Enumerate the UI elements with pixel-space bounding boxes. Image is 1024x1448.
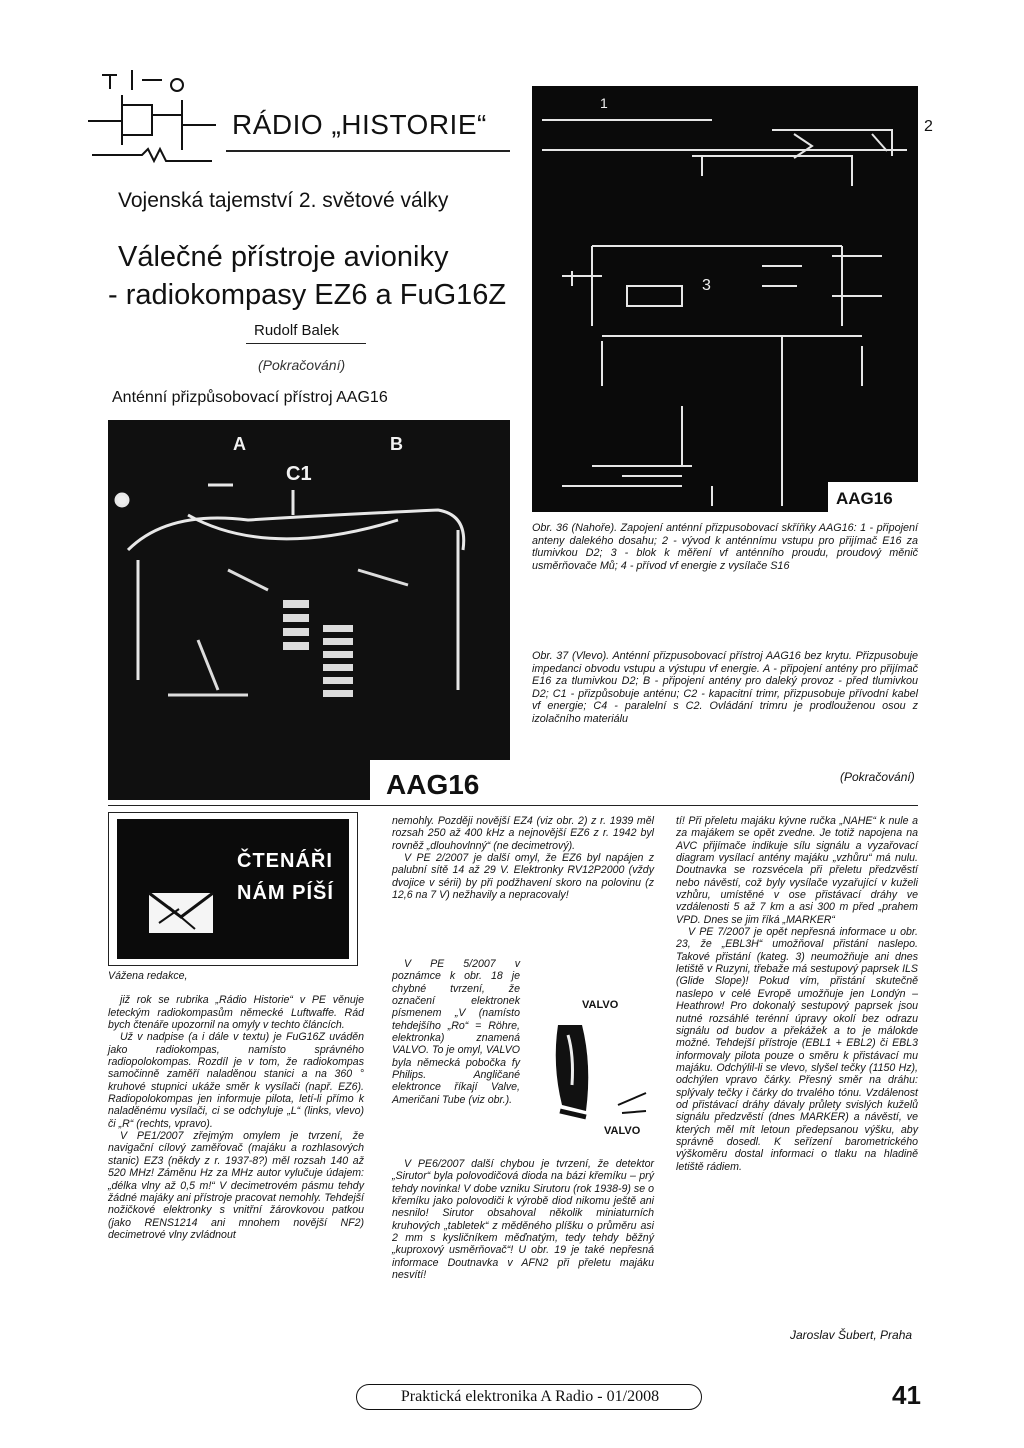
letters-logo-line1: ČTENÁŘI <box>237 850 333 872</box>
page-number: 41 <box>892 1380 921 1410</box>
article-title-line2: - radiokompasy EZ6 a FuG16Z <box>108 279 507 311</box>
photo-label-aag16: AAG16 <box>386 769 480 800</box>
schematic-label-1: 1 <box>600 95 608 111</box>
letter-paragraph: V PE 2/2007 je další omyl, že EZ6 byl napájen z palubní sítě 14 až 29 V. Elektronky RV12P2000 (vždy dvojice v sérii) by při podžhavení skoro na polovinu (z 12,6 na 7 V) nežhavily a nepracovaly! <box>392 852 654 902</box>
photo-label-b: B <box>390 434 403 454</box>
letter-paragraph: V PE 7/2007 je opět nepřesná informace u obr. 23, že „EBL3H“ umožňoval přistání naslepo. Takové přistání (kateg. 3) neumožňuje ani dnes letiště v Ruzyni, třebaže má sestupový paprsek ILS (Glide Slope)! Pokud vím, přistání skutečně naslepo v celé Evropě umožňuje jen Londýn – Heathrow! Pro dokonalý sestupový paprsek jsou nutné rozsáhlé terénní úpravy okolí bez odrazu signálu od budov a překážek a to je málokde možné. Tehdejší přístroje (EBL1 + EBL2) či EBL3 informovaly pilota pouze o směru k přistávací mu majáku. Odchýlil-li se vlevo, slyšel tečky (1150 Hz), odchýlen vpravo čárky. Přesný směr na dráhu: splývaly tečky i čárky do trvalého tónu. Vzdálenost od přistávací dráhy dávaly průlety svislých kuželů signálu předzvěstí (dnes MARKER) a návěstí, ve kterých měl mít letoun předepsanou výšku, aby správně dosedl. K seřízení barometrického výškoměru dostal informaci o tlaku na hladině letiště rádiem. <box>676 926 918 1173</box>
author: Rudolf Balek <box>254 322 340 339</box>
letter-column-2-wrap <box>392 958 520 1106</box>
letter-paragraph: tí! Při přeletu majáku kývne ručka „NAHE“ k nule a za majákem se opět zvedne. Je totiž napojena na AVC přijímače indikuje sílu signálu a vyzařovací diagram vysílací antény majáku „vzhůru“ má nulu. Doutnavka se rozsvécela při přeletu předzvěstí nebo návěstí, což byly vysílače vyzařující v kuželi vzhůru, umístěné v ose přistávací dráhy ve vzdálenosti 5 až 7 km a asi 300 m před „prahem VPD. Dnes se jim říká „MARKER“ <box>676 815 918 926</box>
letters-logo-box <box>108 812 358 966</box>
letter-column-1 <box>108 970 364 1241</box>
letter-column-2-bottom <box>392 1158 654 1281</box>
letter-paragraph: V PE6/2007 další chybou je tvrzení, že detektor „Sirutor“ byla polovodičová dioda na bázi křemíku – prý tehdy novinka! V dobe vzniku Sirutoru (rok 1938-9) se o křemíku jako polovodiči k výrobě diod nikomu ještě ani nesnilo! Sirutor obsahoval několik miniaturních kruhových „tabletek“ z měděného plíšku o průměru asi 2 mm s kysličníkem měďnatým, tedy tehdy běžný „kuproxový usměrňovač“! U obr. 19 je také nepřesná informace Doutnavka v AFN2 při přeletu majáku nesvítí! <box>392 1158 654 1282</box>
caption-continued: (Pokračování) <box>840 770 915 784</box>
valve-label-bottom: VALVO <box>604 1125 641 1137</box>
letter-salutation: Vážena redakce, <box>108 970 188 982</box>
article-title-line1: Válečné přístroje avioniky <box>118 241 449 273</box>
letter-signature: Jaroslav Šubert, Praha <box>790 1328 913 1342</box>
schematic-label-3: 3 <box>702 277 711 294</box>
photo-label-a: A <box>233 434 246 454</box>
letter-column-2-top <box>392 815 654 901</box>
caption-fig37: Obr. 37 (Vlevo). Anténní přizpusobovací přístroj AAG16 bez krytu. Přizpusobuje impedanci obvodu vstupu a výstupu vf energie. A - připojení antény pro přijímač E16 za tlumivkou D2; B - připojení antény pro daleký provoz - před tlumivkou D2; C1 - přizpůsobuje anténu; C2 - kapacitní trimr, přizpusobuje přívodní kabel vf energie; C4 - paralelní s C2. Ovládání trimru je prodlouženou osou z izolačního materiálu <box>532 650 918 725</box>
valve-photo <box>528 985 656 1145</box>
continued-label: (Pokračování) <box>258 357 346 373</box>
valve-label-top: VALVO <box>582 999 619 1011</box>
letter-column-3 <box>676 815 918 1173</box>
author-rule <box>246 343 366 344</box>
letter-paragraph: V PE1/2007 zřejmým omylem je tvrzení, že navigační cílový zaměřovač (majáku a rozhlasových stanic) EZ3 (někdy z r. 1937-8?) měl rozsah 140 až 520 MHz! Záměnu Hz za MHz autor vylučuje údajem: „délka vlny až 0,5 m!“ V decimetrovém pásmu tehdy žádné majáky ani přístroje pracovat nemohly. Tehdejší nožičkové elektronky s vnitřní žárovkovou patkou (jako RENS1214 ani mnohem novější NF2) decimetrové vlny zvládnout <box>108 1130 364 1241</box>
photo-label-c1: C1 <box>286 463 312 485</box>
header-rule <box>226 150 510 152</box>
kicker: Vojenská tajemství 2. světové války <box>118 189 449 212</box>
schematic-aag16 <box>532 86 918 512</box>
section-rule <box>108 805 918 806</box>
footer-journal: Praktická elektronika A Radio - 01/2008 <box>400 1388 660 1405</box>
schematic-label-2: 2 <box>924 118 933 135</box>
letter-paragraph: nemohly. Později novější EZ4 (viz obr. 2) z r. 1939 měl rozsah 250 až 400 kHz a nejnovější EZ6 z r. 1942 byl rovněž „dlouhovlnný“ (ne decimetrový). <box>392 815 654 852</box>
subheading: Anténní přizpůsobovací přístroj AAG16 <box>112 389 388 406</box>
caption-fig36: Obr. 36 (Nahoře). Zapojení anténní přizpusobovací skříňky AAG16: 1 - připojení anteny dalekého dosahu; 2 - vývod k anténnímu vstupu pro přijímač E16 za tlumivkou D2; 3 - blok k měření vf anténního proudu, proudový měnič usměrňovače Mů; 4 - přívod vf energie z vysílače S16 <box>532 522 918 572</box>
letter-paragraph: V PE 5/2007 v poznámce k obr. 18 je chybné tvrzení, že označení elektronek písmenem „V (namísto tehdejšího „Ro“ = Röhre, elektronka) znamená VALVO. To je omyl, VALVO byla německá pobočka fy Philips. Angličané elektronce říkají Valve, Američani Tube (viz obr.). <box>392 958 520 1106</box>
letters-logo-line2: NÁM PÍŠÍ <box>237 882 334 904</box>
rubric-logo-schematic <box>82 55 222 175</box>
device-photo-aag16 <box>108 420 510 800</box>
letter-paragraph: již rok se rubrika „Rádio Historie“ v PE věnuje leteckým radiokompasům německé Luftwaffe. Rád bych čtenáře upozornil na omyly v techto článcích. <box>108 994 364 1032</box>
schematic-label-aag16: AAG16 <box>836 489 893 508</box>
letter-paragraph: Už v nadpise (a i dále v textu) je FuG16Z uváděn jako radiokompas, namísto správného radiopolokompas. Rozdíl je v tom, že radiokompas samočinně zaměří naladěnou stanici a na 360 ° kruhové stupnici ukáže směr k vysílači (např. EZ6). Radiopolokompas jen informuje pilota, letí-li přímo k naladěnému vysílači, ci se odchyluje „L“ (links, vlevo) či „R“ (rechts, vpravo). <box>108 1031 364 1130</box>
rubric-title: RÁDIO „HISTORIE“ <box>232 109 487 140</box>
